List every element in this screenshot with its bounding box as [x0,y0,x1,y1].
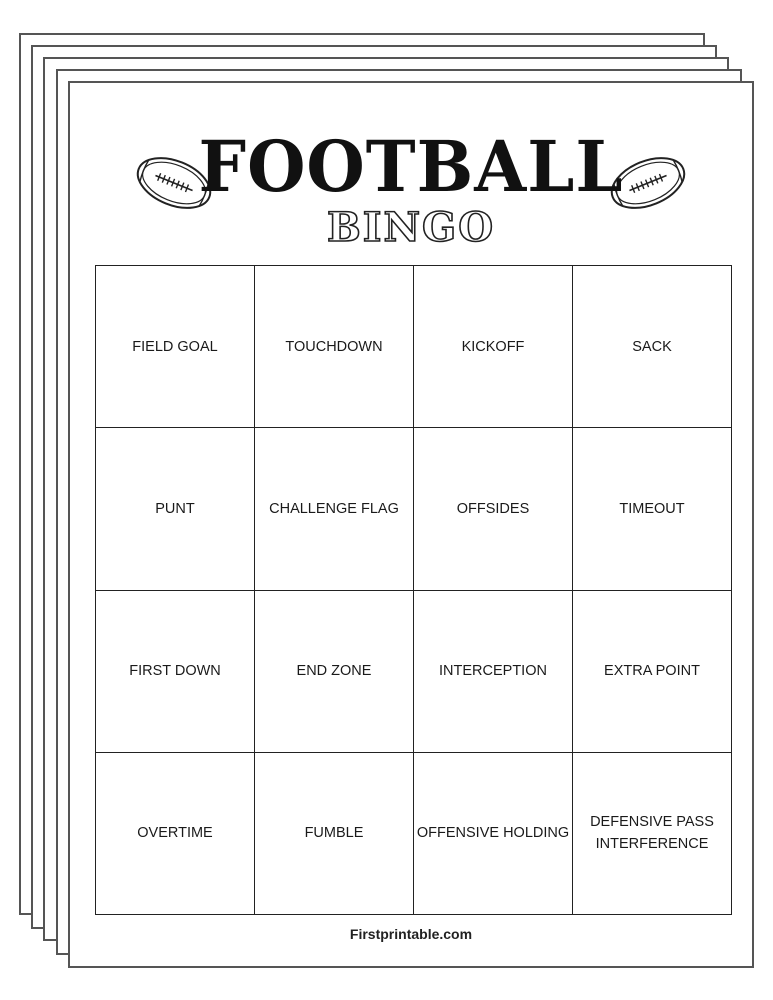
bingo-card [68,81,754,968]
bingo-cell[interactable]: TIMEOUT [573,428,732,590]
bingo-cell[interactable]: OFFENSIVE HOLDING [414,753,573,915]
bingo-cell[interactable]: FIELD GOAL [96,266,255,428]
bingo-grid [95,265,732,915]
bingo-cell[interactable]: KICKOFF [414,266,573,428]
bingo-cell[interactable]: FUMBLE [255,753,414,915]
bingo-cell[interactable]: FIRST DOWN [96,591,255,753]
bingo-cell[interactable]: DEFENSIVE PASS INTERFERENCE [573,753,732,915]
footer-credit: Firstprintable.com [349,926,473,942]
bingo-cell[interactable]: PUNT [96,428,255,590]
bingo-cell[interactable]: SACK [573,266,732,428]
bingo-cell[interactable]: OFFSIDES [414,428,573,590]
bingo-cell[interactable]: TOUCHDOWN [255,266,414,428]
page-subtitle: BINGO [326,204,496,251]
bingo-cell[interactable]: EXTRA POINT [573,591,732,753]
page-title: FOOTBALL [198,125,624,208]
bingo-cell[interactable]: END ZONE [255,591,414,753]
bingo-cell[interactable]: INTERCEPTION [414,591,573,753]
bingo-cell[interactable]: OVERTIME [96,753,255,915]
bingo-cell[interactable]: CHALLENGE FLAG [255,428,414,590]
